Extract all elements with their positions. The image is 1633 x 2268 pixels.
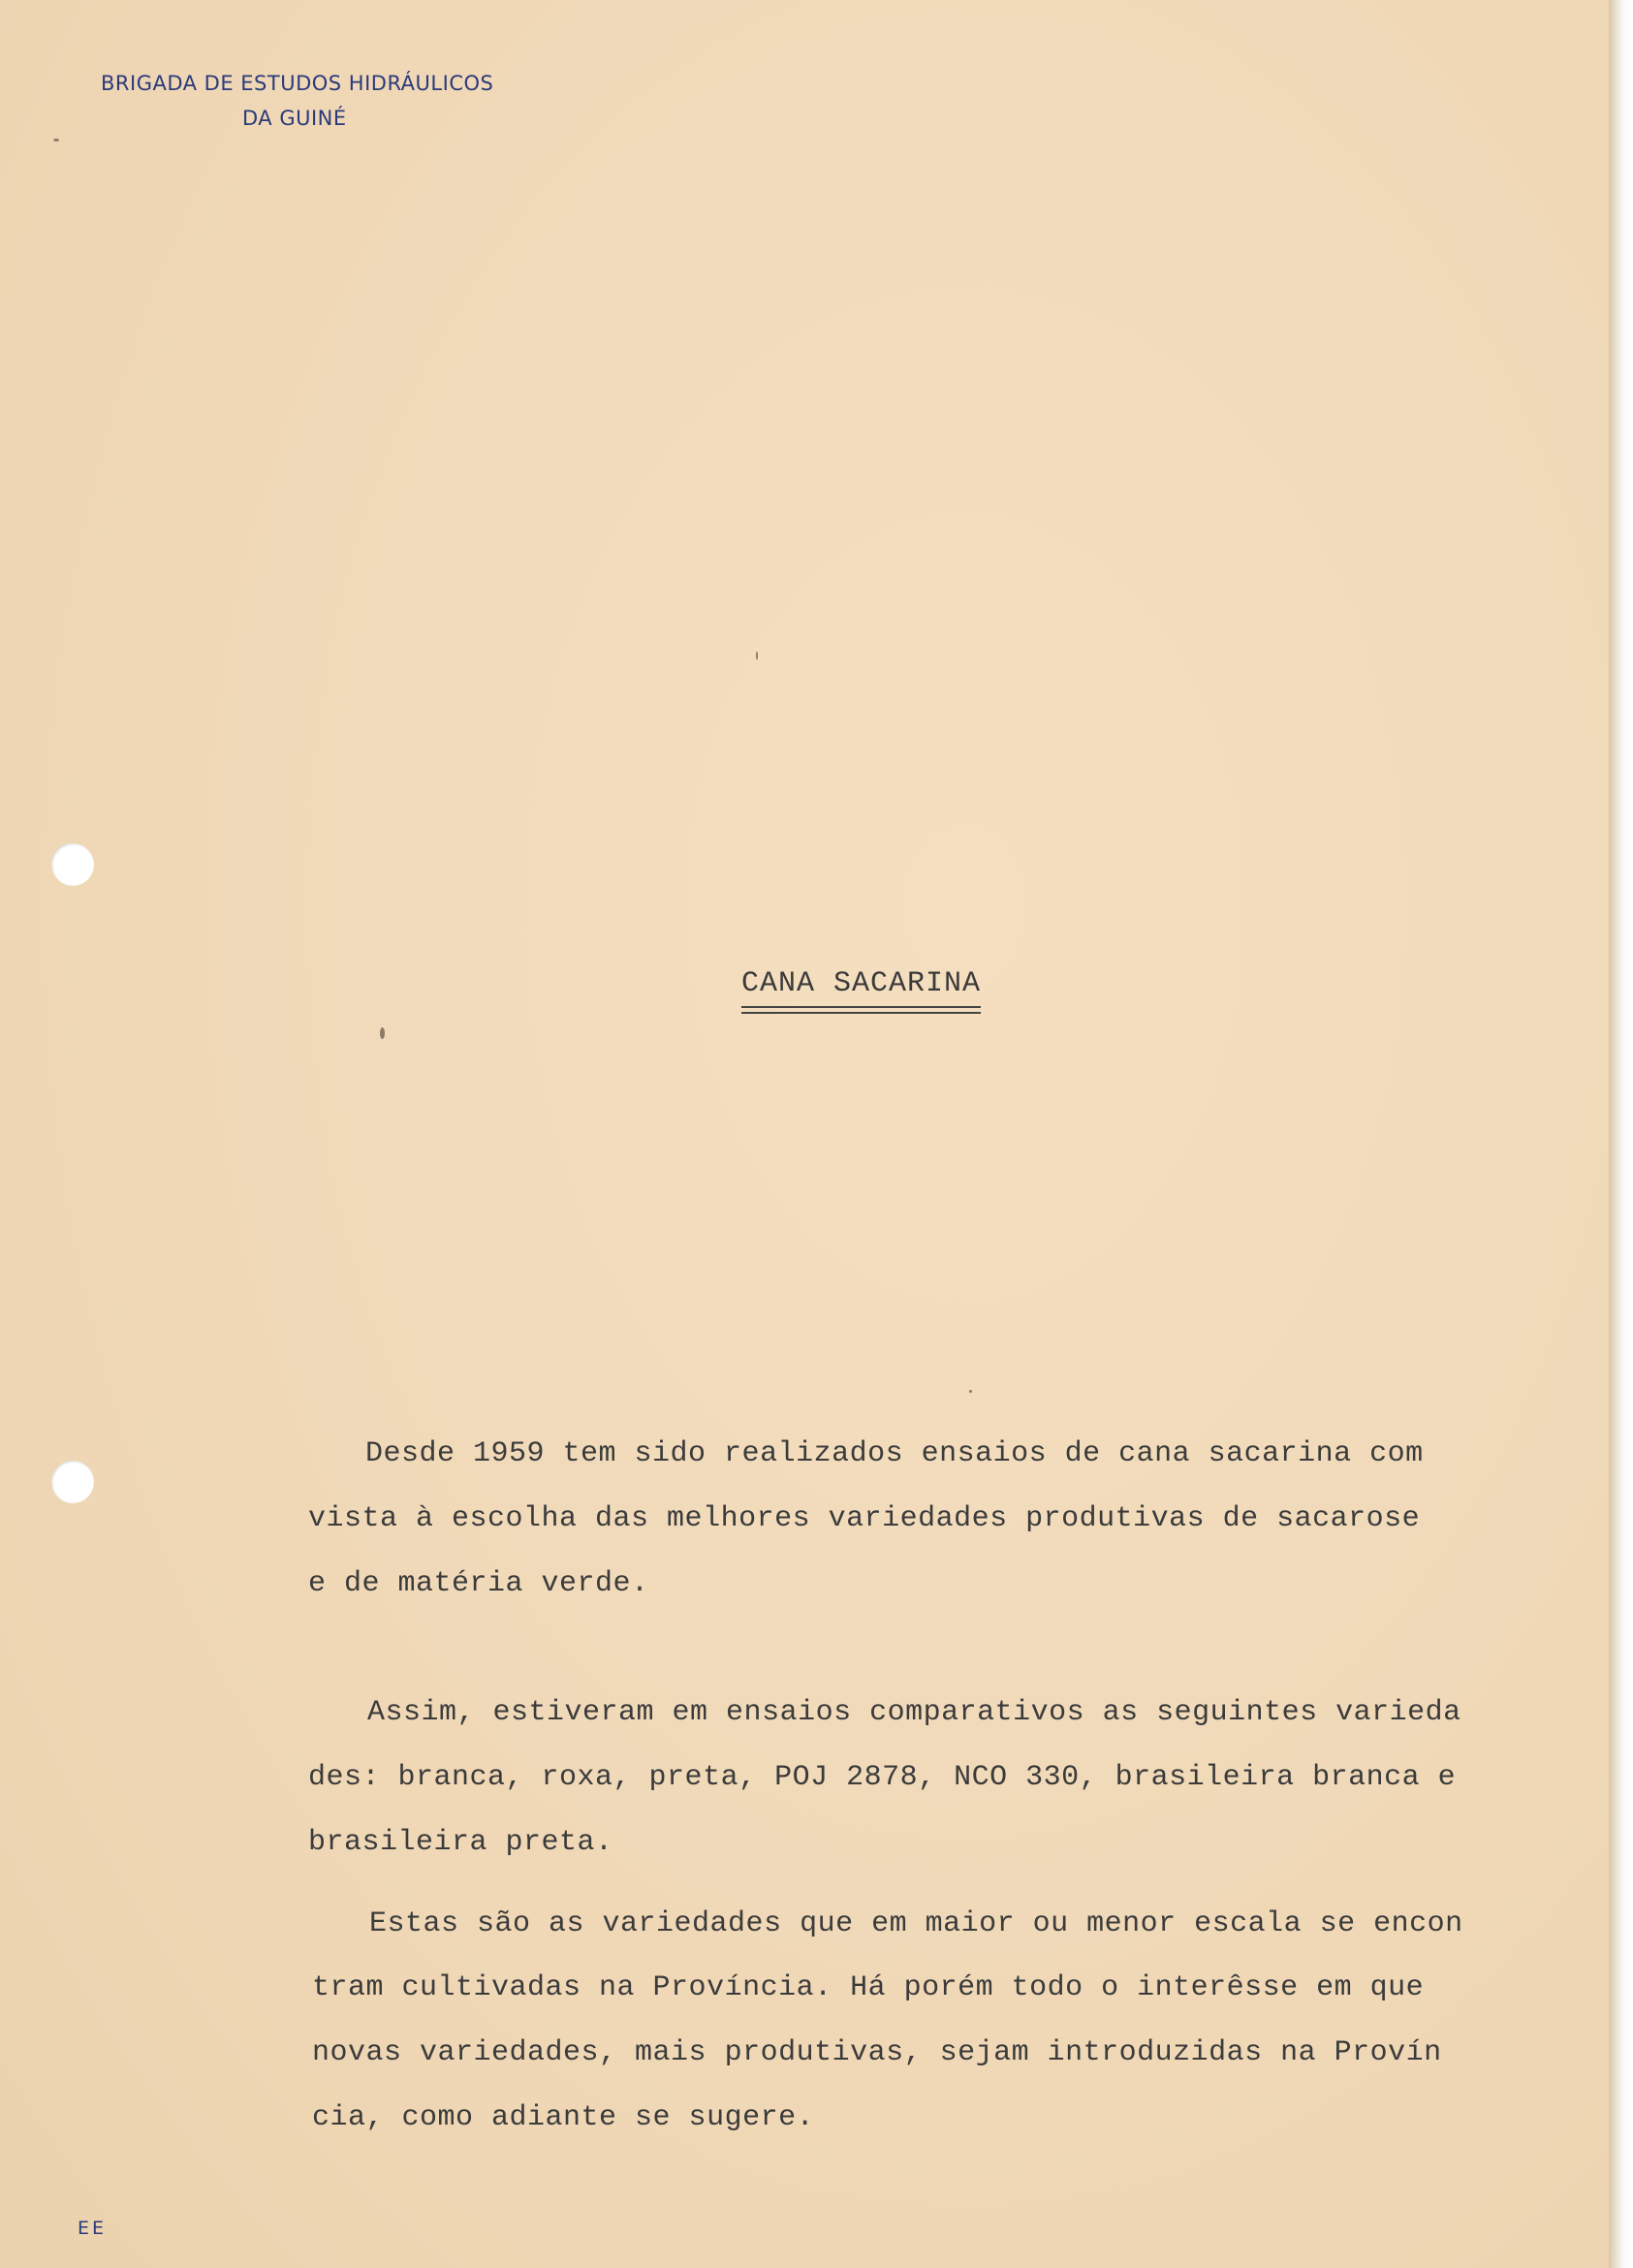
page-edge (1609, 0, 1633, 2268)
text-line: des: branca, roxa, preta, POJ 2878, NCO 330, brasileira branca e (308, 1761, 1457, 1794)
paragraph-3-line-3 (312, 2036, 1442, 2069)
paragraph-3-line-4 (312, 2101, 814, 2134)
paragraph-2-line-2 (308, 1761, 1456, 1794)
text-line: Desde 1959 tem sido realizados ensaios de cana sacarina com (365, 1437, 1424, 1470)
punch-hole-lower (51, 1461, 94, 1503)
paragraph-2-line-1 (367, 1696, 1461, 1729)
footer-initials: EE (78, 2218, 108, 2239)
document-title: CANA SACARINA (741, 967, 981, 1008)
text-line: brasileira preta. (308, 1826, 613, 1859)
letterhead-organization: BRIGADA DE ESTUDOS HIDRÁULICOS (101, 72, 494, 95)
letterhead-location: DA GUINÉ (242, 107, 347, 130)
paper-speck (969, 1390, 972, 1393)
punch-hole-upper (51, 843, 94, 886)
paper-speck (53, 139, 59, 142)
paper-speck (380, 1027, 385, 1039)
text-line: novas variedades, mais produtivas, sejam introduzidas na Provín (312, 2036, 1442, 2069)
text-line: Estas são as variedades que em maior ou menor escala se encon (369, 1907, 1463, 1940)
paragraph-1-line-1 (365, 1437, 1555, 1470)
paragraph-1-line-3 (308, 1567, 649, 1600)
paper-speck (756, 651, 758, 660)
text-line: Assim, estiveram em ensaios comparativos as seguintes varieda (367, 1696, 1461, 1729)
paragraph-1-line-2 (308, 1502, 1420, 1535)
text-line: vista à escolha das melhores variedades produtivas de sacarose (308, 1502, 1421, 1535)
text-line: e de matéria verde. (308, 1567, 649, 1600)
text-line: cia, como adiante se sugere. (312, 2101, 815, 2134)
text-line: tram cultivadas na Província. Há porém todo o interêsse em que (312, 1971, 1425, 2004)
paragraph-2-line-3 (308, 1826, 613, 1859)
paragraph-3-line-1 (369, 1907, 1463, 1940)
paragraph-3-line-2 (312, 1971, 1424, 2004)
